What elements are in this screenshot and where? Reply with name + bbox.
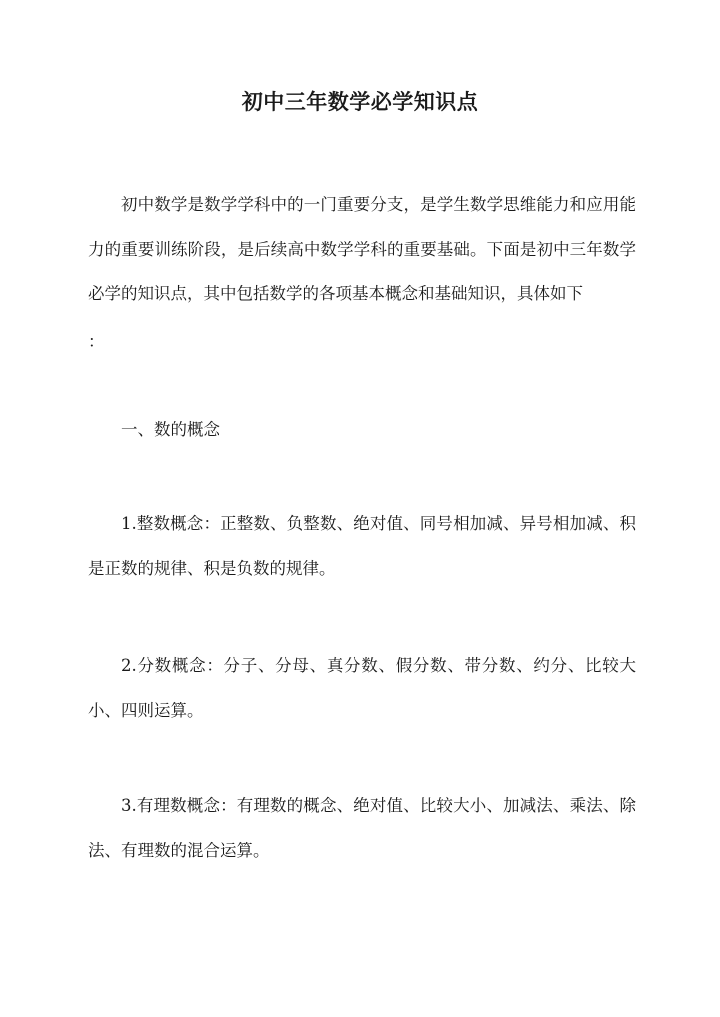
document-title: 初中三年数学必学知识点 <box>241 89 479 114</box>
intro-paragraph-ending: ： <box>88 332 105 351</box>
list-item: 3.有理数概念：有理数的概念、绝对值、比较大小、加减法、乘法、除法、有理数的混合运算。 <box>88 796 636 860</box>
list-item: 2.分数概念：分子、分母、真分数、假分数、带分数、约分、比较大小、四则运算。 <box>88 656 636 720</box>
section-heading: 一、数的概念 <box>121 420 220 439</box>
list-item: 1.整数概念：正整数、负整数、绝对值、同号相加减、异号相加减、积是正数的规律、积是负数的规律。 <box>88 514 636 578</box>
intro-paragraph: 初中数学是数学学科中的一门重要分支，是学生数学思维能力和应用能力的重要训练阶段，是后续高中数学学科的重要基础。下面是初中三年数学必学的知识点，其中包括数学的各项基本概念和基础知识，具体如下 <box>88 195 636 303</box>
